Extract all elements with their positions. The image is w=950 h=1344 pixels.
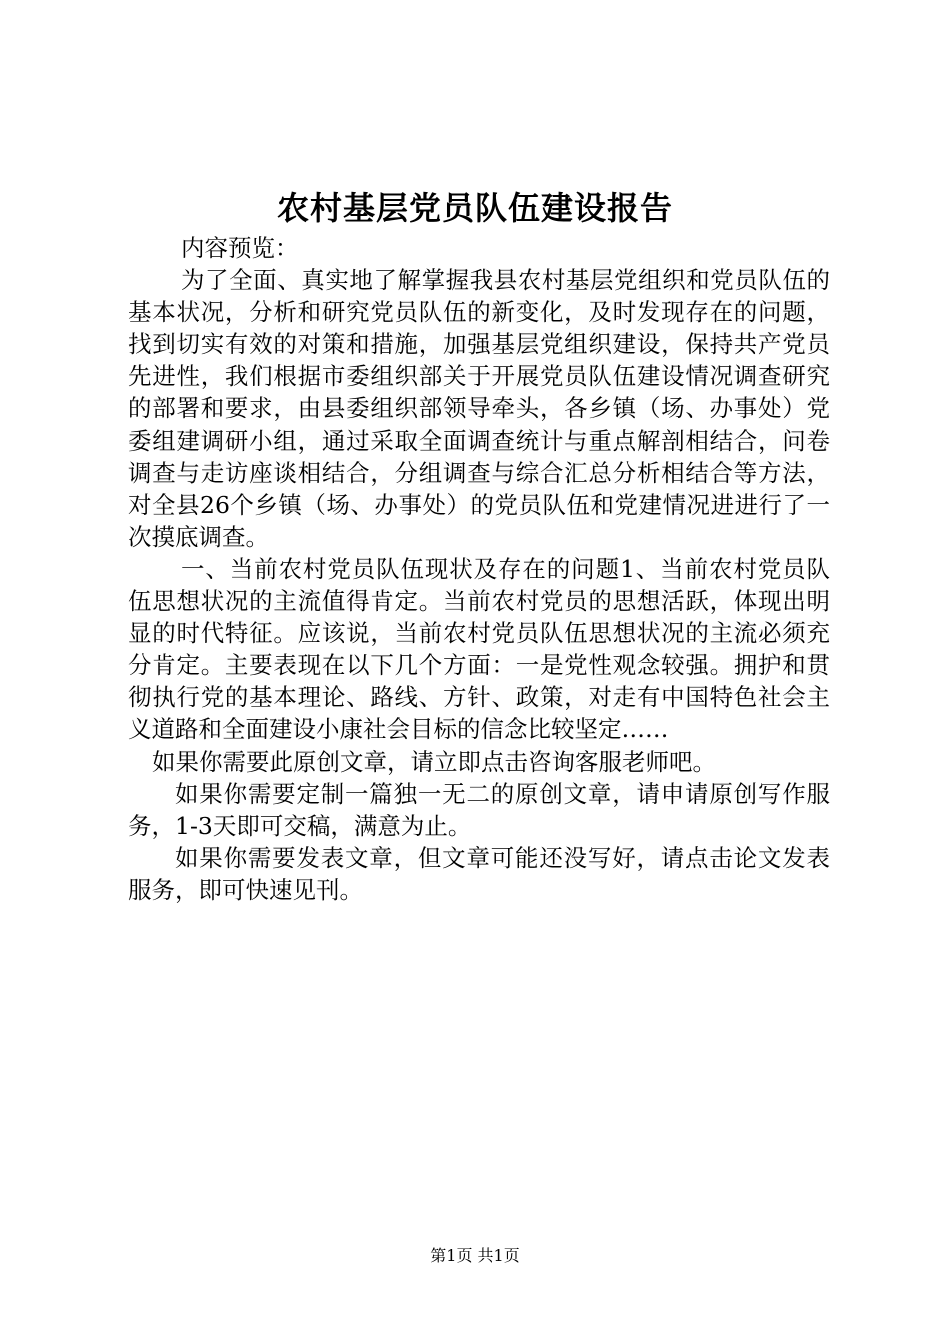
preview-label: 内容预览：: [181, 234, 299, 262]
page-number: 第1页 共1页: [430, 1246, 520, 1265]
cta-consult-paragraph[interactable]: 如果你需要此原创文章，请立即点击咨询客服老师吧。: [152, 747, 716, 776]
cta-publish-paragraph[interactable]: 如果你需要发表文章，但文章可能还没写好，请点击论文发表服务，即可快速见刊。: [128, 843, 830, 904]
section-one-paragraph: 一、当前农村党员队伍现状及存在的问题1、当前农村党员队伍思想状况的主流值得肯定。当前农村党员的思想活跃，体现出明显的时代特征。应该说，当前农村党员队伍思想状况的主流必须充分肯定。主要表现在以下几个方面：一是党性观念较强。拥护和贯彻执行党的基本理论、路线、方针、政策，对走有中国特色社会主义道路和全面建设小康社会目标的信念比较坚定……: [128, 554, 830, 744]
intro-paragraph: 为了全面、真实地了解掌握我县农村基层党组织和党员队伍的基本状况，分析和研究党员队伍的新变化，及时发现存在的问题，找到切实有效的对策和措施，加强基层党组织建设，保持共产党员先进性，我们根据市委组织部关于开展党员队伍建设情况调查研究的部署和要求，由县委组织部领导牵头，各乡镇（场、办事处）党委组建调研小组，通过采取全面调查统计与重点解剖相结合，问卷调查与走访座谈相结合，分组调查与综合汇总分析相结合等方法，对全县26个乡镇（场、办事处）的党员队伍和党建情况进进行了一次摸底调查。: [128, 266, 830, 551]
document-body: [128, 232, 830, 906]
cta-custom-writing-paragraph[interactable]: 如果你需要定制一篇独一无二的原创文章，请申请原创写作服务，1-3天即可交稿，满意为止。: [128, 779, 830, 840]
document-title: 农村基层党员队伍建设报告: [276, 189, 673, 227]
